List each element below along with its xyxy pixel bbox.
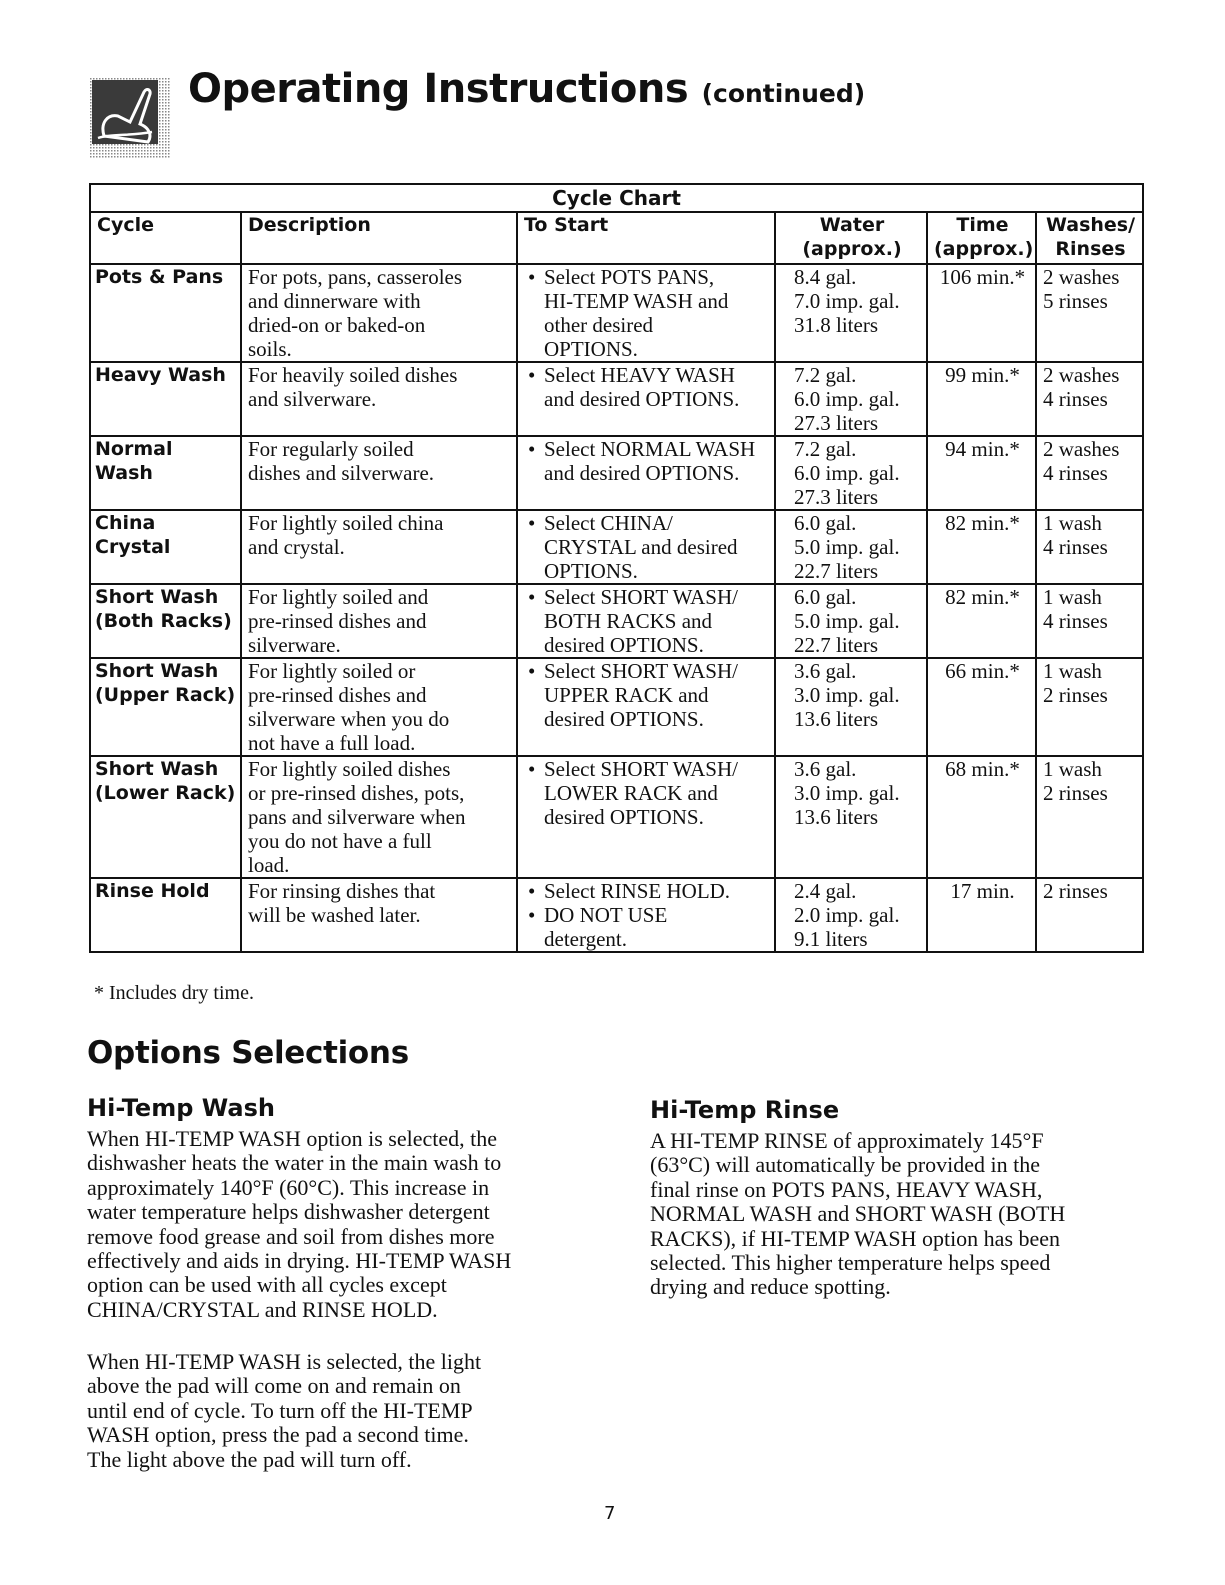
text-line: For regularly soiled	[248, 437, 414, 461]
text-line: will be washed later.	[248, 903, 421, 927]
description-cell	[241, 264, 517, 362]
description-cell	[241, 584, 517, 658]
text-line: 2 rinses	[1043, 683, 1108, 707]
text-line: 2 washes	[1043, 437, 1120, 461]
text-line: For lightly soiled china	[248, 511, 444, 535]
text-line: 2.4 gal.	[794, 879, 857, 903]
text-line: silverware when you do	[248, 707, 450, 731]
text-line: water temperature helps dishwasher detergent	[87, 1199, 490, 1225]
water-cell	[775, 264, 927, 362]
table-row	[90, 658, 1143, 756]
text-line: 5.0 imp. gal.	[794, 535, 900, 559]
text-line: and desired OPTIONS.	[544, 461, 740, 485]
text-line: 3.0 imp. gal.	[794, 781, 900, 805]
bullet-icon: •	[528, 757, 536, 781]
header-time: Time (approx.)	[927, 212, 1036, 264]
text-line: A HI-TEMP RINSE of approximately 145°F	[650, 1128, 1044, 1153]
text-line: approximately 140°F (60°C). This increase in	[87, 1174, 490, 1200]
bullet-item	[528, 437, 770, 461]
cycle-name-cell	[90, 362, 241, 436]
water-cell	[775, 436, 927, 510]
hitemp-wash-paragraph-2	[87, 1350, 481, 1472]
hitemp-rinse-paragraph	[650, 1129, 1065, 1300]
to-start-cell	[517, 584, 775, 658]
text-line: 3.0 imp. gal.	[794, 683, 900, 707]
washes-rinses-cell	[1036, 362, 1143, 436]
text-line: Short Wash	[95, 660, 219, 682]
page-number: 7	[604, 1503, 616, 1524]
text-line: UPPER RACK and	[544, 683, 709, 707]
page-title-suffix: (continued)	[701, 79, 866, 108]
bullet-item	[528, 659, 770, 683]
text-line: Select SHORT WASH/	[544, 757, 738, 781]
text-line: load.	[248, 853, 290, 877]
text-line: RACKS), if HI-TEMP WASH option has been	[650, 1225, 1061, 1251]
table-row	[90, 436, 1143, 510]
description-cell	[241, 658, 517, 756]
text-line: dried-on or baked-on	[248, 313, 426, 337]
time-cell: 17 min.	[927, 878, 1036, 952]
text-line: When HI-TEMP WASH is selected, the light	[87, 1349, 482, 1374]
text-line: option can be used with all cycles except	[87, 1272, 447, 1298]
text-line: remove food grease and soil from dishes more	[87, 1223, 495, 1249]
text-line: 3.6 gal.	[794, 757, 857, 781]
text-line: 1 wash	[1043, 757, 1102, 781]
text-line: desired OPTIONS.	[544, 707, 704, 731]
cycle-name-cell	[90, 264, 241, 362]
bullet-icon: •	[528, 511, 536, 535]
bullet-icon: •	[528, 659, 536, 683]
text-line: Select NORMAL WASH	[544, 437, 756, 461]
text-line: DO NOT USE	[544, 903, 668, 927]
time-cell: 66 min.*	[927, 658, 1036, 756]
text-line: 6.0 imp. gal.	[794, 387, 900, 411]
text-line: 7.2 gal.	[794, 363, 857, 387]
text-line: drying and reduce spotting.	[650, 1274, 891, 1300]
time-cell: 94 min.*	[927, 436, 1036, 510]
time-cell: 82 min.*	[927, 510, 1036, 584]
to-start-cell	[517, 658, 775, 756]
cycle-name-cell	[90, 510, 241, 584]
hand-touch-pad-icon	[90, 78, 170, 158]
text-line: NORMAL WASH and SHORT WASH (BOTH	[650, 1201, 1066, 1227]
text-line: CRYSTAL and desired	[544, 535, 738, 559]
header-water: Water (approx.)	[775, 212, 927, 264]
text-line: you do not have a full	[248, 829, 432, 853]
hitemp-wash-paragraph-1	[87, 1127, 511, 1322]
text-line: 2.0 imp. gal.	[794, 903, 900, 927]
text-line: pre-rinsed dishes and	[248, 609, 427, 633]
text-line: and desired OPTIONS.	[544, 387, 740, 411]
text-line: desired OPTIONS.	[544, 633, 704, 657]
text-line: (63°C) will automatically be provided in the	[650, 1152, 1041, 1178]
washes-rinses-cell	[1036, 264, 1143, 362]
text-line: 31.8 liters	[794, 313, 878, 337]
cycle-name-cell	[90, 584, 241, 658]
text-line: 27.3 liters	[794, 411, 878, 435]
time-cell: 68 min.*	[927, 756, 1036, 878]
text-line: For rinsing dishes that	[248, 879, 436, 903]
description-cell	[241, 756, 517, 878]
washes-rinses-cell	[1036, 878, 1143, 952]
to-start-cell	[517, 362, 775, 436]
text-line: For lightly soiled and	[248, 585, 429, 609]
text-line: selected. This higher temperature helps speed	[650, 1250, 1051, 1276]
cycle-chart-caption: Cycle Chart	[90, 184, 1143, 212]
table-row	[90, 510, 1143, 584]
text-line: Pots & Pans	[95, 266, 224, 288]
text-line: Short Wash	[95, 586, 219, 608]
description-cell	[241, 362, 517, 436]
text-line: 22.7 liters	[794, 559, 878, 583]
text-line: Normal	[95, 438, 173, 460]
text-line: 2 rinses	[1043, 879, 1108, 903]
text-line: Short Wash	[95, 758, 219, 780]
description-cell	[241, 436, 517, 510]
text-line: 7.2 gal.	[794, 437, 857, 461]
text-line: HI-TEMP WASH and	[544, 289, 729, 313]
text-line: 3.6 gal.	[794, 659, 857, 683]
cycle-chart-table	[89, 183, 1144, 953]
text-line: desired OPTIONS.	[544, 805, 704, 829]
header-description: Description	[241, 212, 517, 264]
text-line: other desired	[544, 313, 654, 337]
washes-rinses-cell	[1036, 436, 1143, 510]
header-washes-rinses: Washes/ Rinses	[1036, 212, 1143, 264]
bullet-item	[528, 363, 770, 387]
text-line: (Upper Rack)	[95, 684, 236, 706]
text-line: (Lower Rack)	[95, 782, 236, 804]
time-cell: 82 min.*	[927, 584, 1036, 658]
text-line: BOTH RACKS and	[544, 609, 713, 633]
to-start-cell	[517, 264, 775, 362]
text-line: 9.1 liters	[794, 927, 868, 951]
text-line: dishes and silverware.	[248, 461, 435, 485]
to-start-cell	[517, 878, 775, 952]
text-line: 2 washes	[1043, 265, 1120, 289]
table-row	[90, 584, 1143, 658]
to-start-cell	[517, 436, 775, 510]
text-line: 4 rinses	[1043, 387, 1108, 411]
cycle-name-cell	[90, 878, 241, 952]
water-cell	[775, 756, 927, 878]
text-line: or pre-rinsed dishes, pots,	[248, 781, 465, 805]
page-title	[188, 66, 865, 112]
text-line: 4 rinses	[1043, 535, 1108, 559]
page-title-main: Operating Instructions	[188, 66, 689, 112]
bullet-icon: •	[528, 363, 536, 387]
text-line: 7.0 imp. gal.	[794, 289, 900, 313]
text-line: 5.0 imp. gal.	[794, 609, 900, 633]
text-line: CHINA/CRYSTAL and RINSE HOLD.	[87, 1296, 438, 1322]
text-line: Select SHORT WASH/	[544, 659, 738, 683]
text-line: and crystal.	[248, 535, 345, 559]
bullet-item	[528, 265, 770, 289]
text-line: 1 wash	[1043, 585, 1102, 609]
text-line: Select HEAVY WASH	[544, 363, 735, 387]
table-row	[90, 756, 1143, 878]
text-line: OPTIONS.	[544, 337, 638, 361]
bullet-icon: •	[528, 903, 536, 927]
text-line: pre-rinsed dishes and	[248, 683, 427, 707]
text-line: For heavily soiled dishes	[248, 363, 458, 387]
table-row	[90, 362, 1143, 436]
text-line: 13.6 liters	[794, 805, 878, 829]
text-line: silverware.	[248, 633, 341, 657]
text-line: 22.7 liters	[794, 633, 878, 657]
bullet-item	[528, 511, 770, 535]
text-line: effectively and aids in drying. HI-TEMP WASH	[87, 1248, 512, 1274]
text-line: When HI-TEMP WASH option is selected, the	[87, 1126, 497, 1151]
text-line: WASH option, press the pad a second time.	[87, 1422, 469, 1448]
text-line: 27.3 liters	[794, 485, 878, 509]
text-line: not have a full load.	[248, 731, 416, 755]
bullet-item	[528, 585, 770, 609]
water-cell	[775, 510, 927, 584]
text-line: For lightly soiled dishes	[248, 757, 451, 781]
text-line: 8.4 gal.	[794, 265, 857, 289]
water-cell	[775, 362, 927, 436]
text-line: Wash	[95, 462, 153, 484]
washes-rinses-cell	[1036, 756, 1143, 878]
water-cell	[775, 878, 927, 952]
text-line: 6.0 imp. gal.	[794, 461, 900, 485]
text-line: 6.0 gal.	[794, 585, 857, 609]
text-line: LOWER RACK and	[544, 781, 718, 805]
text-line: until end of cycle. To turn off the HI-TEMP	[87, 1397, 473, 1423]
text-line: 6.0 gal.	[794, 511, 857, 535]
time-cell: 106 min.*	[927, 264, 1036, 362]
bullet-icon: •	[528, 879, 536, 903]
text-line: and dinnerware with	[248, 289, 421, 313]
header-to-start: To Start	[517, 212, 775, 264]
text-line: 1 wash	[1043, 659, 1102, 683]
cycle-name-cell	[90, 658, 241, 756]
text-line: The light above the pad will turn off.	[87, 1446, 412, 1472]
text-line: 5 rinses	[1043, 289, 1108, 313]
bullet-item	[528, 757, 770, 781]
text-line: above the pad will come on and remain on	[87, 1373, 461, 1399]
text-line: Select RINSE HOLD.	[544, 879, 731, 903]
table-row	[90, 264, 1143, 362]
washes-rinses-cell	[1036, 658, 1143, 756]
text-line: Select POTS PANS,	[544, 265, 715, 289]
hitemp-wash-heading: Hi-Temp Wash	[87, 1094, 275, 1122]
water-cell	[775, 584, 927, 658]
bullet-icon: •	[528, 265, 536, 289]
bullet-icon: •	[528, 585, 536, 609]
description-cell	[241, 878, 517, 952]
text-line: 2 washes	[1043, 363, 1120, 387]
water-cell	[775, 658, 927, 756]
text-line: 13.6 liters	[794, 707, 878, 731]
text-line: 1 wash	[1043, 511, 1102, 535]
text-line: Crystal	[95, 536, 171, 558]
to-start-cell	[517, 756, 775, 878]
options-heading: Options Selections	[87, 1035, 409, 1071]
cycle-name-cell	[90, 756, 241, 878]
text-line: OPTIONS.	[544, 559, 638, 583]
bullet-item	[528, 879, 770, 903]
text-line: For lightly soiled or	[248, 659, 416, 683]
text-line: pans and silverware when	[248, 805, 466, 829]
text-line: dishwasher heats the water in the main wash to	[87, 1150, 502, 1176]
text-line: soils.	[248, 337, 292, 361]
text-line: Heavy Wash	[95, 364, 226, 386]
washes-rinses-cell	[1036, 584, 1143, 658]
text-line: and silverware.	[248, 387, 377, 411]
text-line: 2 rinses	[1043, 781, 1108, 805]
header-cycle: Cycle	[90, 212, 241, 264]
text-line: final rinse on POTS PANS, HEAVY WASH,	[650, 1176, 1043, 1202]
text-line: China	[95, 512, 156, 534]
text-line: (Both Racks)	[95, 610, 232, 632]
to-start-cell	[517, 510, 775, 584]
washes-rinses-cell	[1036, 510, 1143, 584]
text-line: Select SHORT WASH/	[544, 585, 738, 609]
table-header-row	[90, 212, 1143, 264]
text-line: Rinse Hold	[95, 880, 210, 902]
time-cell: 99 min.*	[927, 362, 1036, 436]
text-line: 4 rinses	[1043, 609, 1108, 633]
bullet-icon: •	[528, 437, 536, 461]
cycle-name-cell	[90, 436, 241, 510]
chart-footnote: * Includes dry time.	[94, 982, 254, 1004]
table-row	[90, 878, 1143, 952]
text-line: detergent.	[544, 927, 627, 951]
text-line: Select CHINA/	[544, 511, 673, 535]
hitemp-rinse-heading: Hi-Temp Rinse	[650, 1096, 840, 1124]
text-line: 4 rinses	[1043, 461, 1108, 485]
text-line: For pots, pans, casseroles	[248, 265, 463, 289]
description-cell	[241, 510, 517, 584]
bullet-item	[528, 903, 770, 927]
